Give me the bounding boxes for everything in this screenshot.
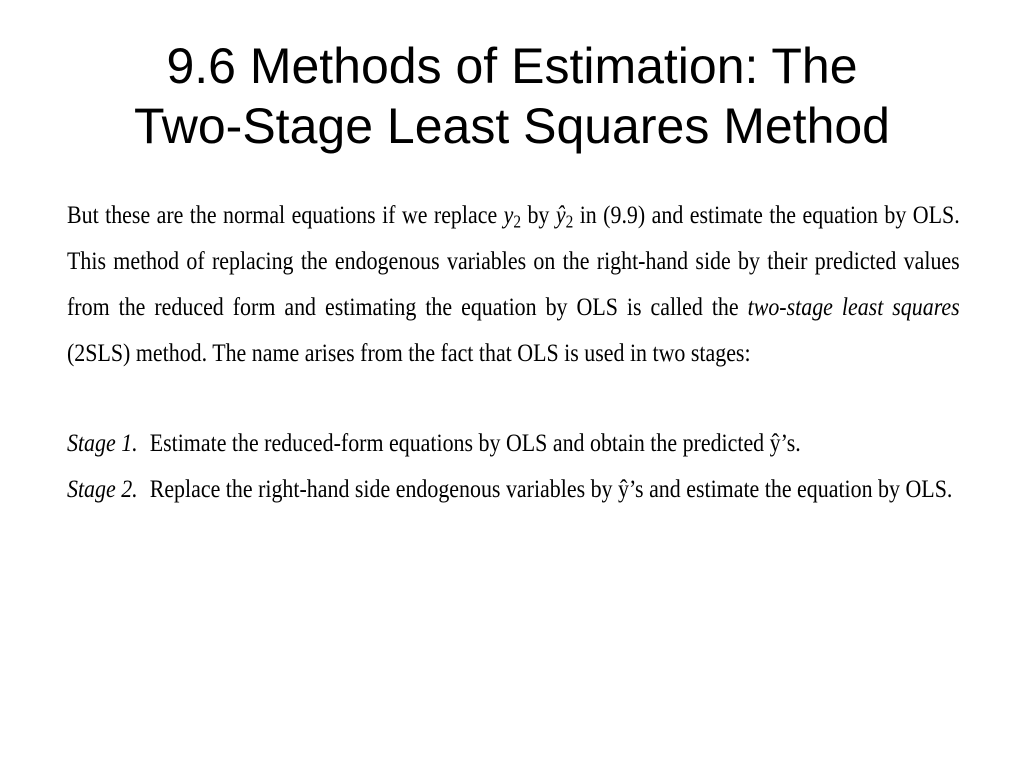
title-line-2: Two-Stage Least Squares Method xyxy=(133,98,890,154)
slide-title xyxy=(0,36,1024,156)
para-text-2: by xyxy=(521,200,556,229)
variable-y2 xyxy=(503,200,522,232)
para-text-1: But these are the normal equations if we replace xyxy=(67,200,504,229)
subscript-2: 2 xyxy=(513,211,522,232)
stage-2-label: Stage 2. xyxy=(67,474,138,503)
title-line-1: 9.6 Methods of Estimation: The xyxy=(166,38,858,94)
stage-1-label: Stage 1. xyxy=(67,428,138,457)
variable-y2-hat xyxy=(555,200,574,232)
subscript-2: 2 xyxy=(565,211,574,232)
textbook-excerpt xyxy=(67,192,960,512)
stage-2 xyxy=(67,466,960,512)
para-text-4: (2SLS) method. The name arises from the fact that OLS is used in two stages: xyxy=(67,338,751,367)
y-hat-symbol: ŷ xyxy=(555,200,566,229)
method-name: two-stage least squares xyxy=(747,292,960,321)
para-text-3: in (9.9) and estimate the equation by OLS. This method of replacing the endogenous variables on the right-hand side by their predicted values from the reduced form and estimating the equation by OLS is called the xyxy=(67,200,960,321)
stage-1-text: Estimate the reduced-form equations by OLS and obtain the predicted ŷ’s. xyxy=(149,428,801,457)
stage-2-text: Replace the right-hand side endogenous variables by ŷ’s and estimate the equation by OLS. xyxy=(149,474,953,503)
stage-1 xyxy=(67,420,960,466)
stages-list xyxy=(67,420,960,512)
body-paragraph xyxy=(67,192,960,376)
y-symbol: y xyxy=(503,200,514,229)
